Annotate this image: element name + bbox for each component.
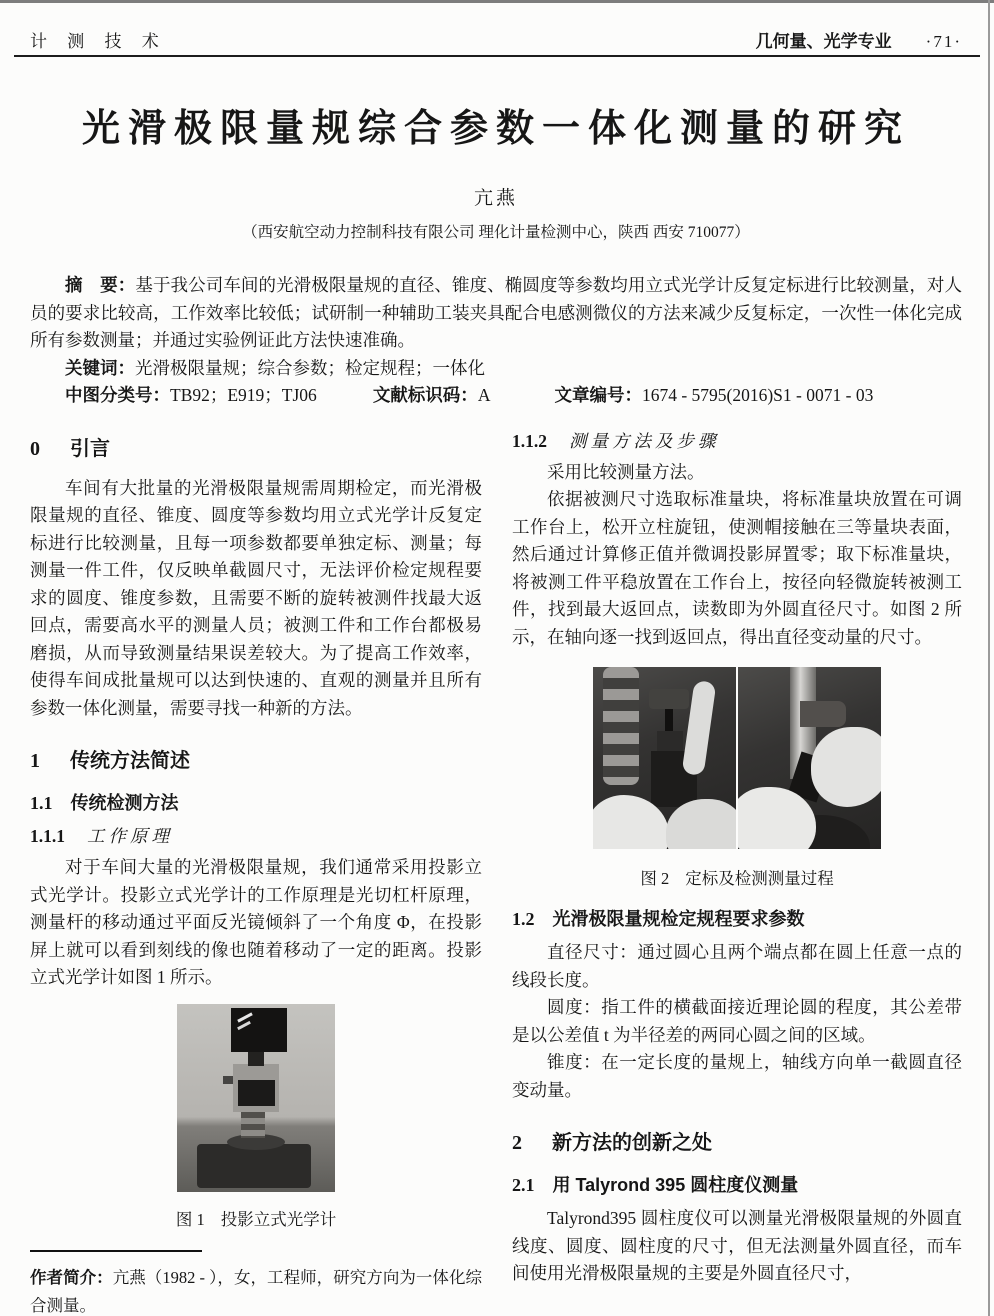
figure1-caption-label: 图 1 xyxy=(175,1209,205,1229)
left-column xyxy=(30,426,482,1316)
running-header xyxy=(30,0,962,52)
section-2-1-number: 2.1 xyxy=(512,1175,535,1195)
section-0-number: 0 xyxy=(30,437,40,460)
column-name: 几何量、光学专业 xyxy=(755,32,892,51)
section-1-2-number: 1.2 xyxy=(512,909,535,929)
clc-value: TB92；E919；TJ06 xyxy=(170,385,317,405)
two-column-body xyxy=(30,426,962,1316)
abstract-text: 基于我公司车间的光滑极限量规的直径、锥度、椭圆度等参数均用立式光学计反复定标进行比较测量，对人员的要求比较高，工作效率比较低；试研制一种辅助工装夹具配合电感测微仪的方法来减少反复标定，一次性一体化完成所有参数测量；并通过实验例证此方法快速准确。 xyxy=(30,275,963,350)
fig1-projection-screen xyxy=(238,1080,275,1106)
section-2-1-title: 用 Talyrond 395 圆柱度仪测量 xyxy=(552,1175,799,1195)
section-1-1-1-number: 1.1.1 xyxy=(30,826,65,846)
doc-code-label: 文献标识码： xyxy=(372,385,478,405)
section-0-heading xyxy=(30,432,482,461)
scan-edge-right xyxy=(988,0,990,1316)
figure2-caption xyxy=(512,865,962,889)
fig2-ribbed-column xyxy=(603,667,639,785)
abstract-paragraph xyxy=(30,272,962,355)
section-0-title: 引言 xyxy=(70,437,110,460)
author-affiliation: （西安航空动力控制科技有限公司 理化计量检测中心，陕西 西安 710077） xyxy=(242,224,750,241)
section-2-number: 2 xyxy=(512,1132,522,1154)
doc-code-value: A xyxy=(477,385,491,405)
article-title: 光滑极限量规综合参数一体化测量的研究 xyxy=(81,108,910,150)
section-1-1-2-paragraph-2: 依据被测尺寸选取标准量块，将标准量块放置在可调工作台上，松开立柱旋钮，使测帽接触在三等量块表面，然后通过计算修正值并微调投影屏置零；取下标准量块，将被测工件平稳放置在工作台上，按径向轻微旋转被测工件，找到最大返回点，读数即为外圆直径尺寸。如图 2 所示，在轴向逐一找到返回点，得出直径变动量的尺寸。 xyxy=(512,489,962,647)
section-1-1-1-title: 工作原理 xyxy=(87,826,173,846)
section-1-1-heading xyxy=(30,789,482,815)
keywords-label: 关键词： xyxy=(65,357,135,378)
section-1-2-paragraph-3: 锥度：在一定长度的量规上，轴线方向单一截圆直径变动量。 xyxy=(512,1052,962,1100)
figure2 xyxy=(593,667,881,849)
figure1 xyxy=(177,1004,335,1192)
fig1-neck xyxy=(248,1050,264,1066)
fig2-measuring-head xyxy=(649,689,689,709)
abstract-label: 摘 要： xyxy=(65,275,136,295)
fig2-clamp xyxy=(800,701,846,727)
article-id-value: 1674 - 5795(2016)S1 - 0071 - 03 xyxy=(641,385,874,405)
section-1-1-2-number: 1.1.2 xyxy=(512,430,547,451)
section-1-title: 传统方法简述 xyxy=(70,750,190,772)
section-2-heading xyxy=(512,1126,962,1155)
article-id-label: 文章编号： xyxy=(554,385,642,405)
figure2-photo-right xyxy=(738,667,881,849)
right-column xyxy=(512,426,962,1316)
section-2-1-heading xyxy=(512,1171,962,1197)
author-bio xyxy=(30,1264,482,1316)
section-1-1-2-title: 测量方法及步骤 xyxy=(569,430,720,451)
fig1-instrument-base xyxy=(197,1144,311,1188)
clc-label: 中图分类号： xyxy=(65,385,170,405)
author-name: 亢燕 xyxy=(473,188,518,209)
figure2-caption-text: 定标及检测测量过程 xyxy=(685,869,834,888)
section-1-2-paragraph-1: 直径尺寸：通过圆心且两个端点都在圆上任意一点的线段长度。 xyxy=(512,942,962,990)
figure2-photo-left xyxy=(593,667,736,849)
abstract-block xyxy=(30,272,962,410)
section-2-1-paragraph: Talyrond395 圆柱度仪可以测量光滑极限量规的外圆直线度、圆度、圆柱度的尺寸，但无法测量外圆直径，而车间使用光滑极限量规的主要是外圆直径尺寸， xyxy=(512,1208,962,1283)
section-1-2-heading xyxy=(512,905,962,931)
header-rule xyxy=(14,55,980,57)
author-bio-label: 作者简介： xyxy=(30,1268,113,1287)
figure2-caption-label: 图 2 xyxy=(640,869,670,888)
keywords-text: 光滑极限量规；综合参数；检定规程；一体化 xyxy=(135,357,485,378)
section-1-1-2-heading xyxy=(512,428,962,453)
figure1-caption-text: 投影立式光学计 xyxy=(220,1209,337,1229)
fig2-gauge-block-small xyxy=(657,731,683,751)
section-1-1-number: 1.1 xyxy=(30,793,53,813)
figure1-caption xyxy=(30,1206,482,1230)
section-1-1-title: 传统检测方法 xyxy=(70,793,179,813)
author-bio-text: 亢燕（1982 - ），女，工程师，研究方向为一体化综合测量。 xyxy=(30,1267,483,1315)
keywords-line xyxy=(30,355,962,383)
figure1-photo xyxy=(177,1004,335,1192)
journal-name: 计 测 技 术 xyxy=(30,32,167,51)
scan-edge-top xyxy=(0,0,994,3)
section-1-1-1-heading xyxy=(30,823,482,848)
section-1-number: 1 xyxy=(30,750,40,772)
fig2-glove-upper xyxy=(811,727,881,807)
section-1-2-title: 光滑极限量规检定规程要求参数 xyxy=(552,909,805,929)
section-1-2-paragraph-2: 圆度：指工件的横截面接近理论圆的程度，其公差带是以公差值 t 为半径差的两同心圆之间的区域。 xyxy=(512,997,962,1045)
section-1-heading xyxy=(30,744,482,773)
footnote-rule xyxy=(30,1250,202,1252)
section-1-1-2-paragraph-1: 采用比较测量方法。 xyxy=(547,461,705,482)
section-2-title: 新方法的创新之处 xyxy=(552,1132,712,1154)
section-1-1-1-paragraph: 对于车间大量的光滑极限量规，我们通常采用投影立式光学计。投影立式光学计的工作原理是光切杠杆原理，测量杆的移动通过平面反光镜倾斜了一个角度 Φ，在投影屏上就可以看到刻线的像也随着移动了一定的距离。投影立式光学计如图 1 所示。 xyxy=(30,857,482,987)
meta-line xyxy=(30,382,962,410)
header-right xyxy=(756,27,962,52)
page-number: ·71· xyxy=(925,32,962,51)
section-0-paragraph: 车间有大批量的光滑极限量规需周期检定，而光滑极限量规的直径、锥度、圆度等参数均用立式光学计反复定标进行比较测量，且每一项参数都要单独定标、测量；每测量一件工件，仅反映单截圆尺寸，无法评价检定规程要求的圆度、锥度参数，且需要不断的旋转被测件找最大返回点，需要高水平的测量人员；被测工件和工作台都极易磨损，从而导致测量结果误差较大。为了提高工作效率，使得车间成批量规可以达到快速的、直观的测量并且所有参数一体化测量，需要寻找一种新的方法。 xyxy=(30,477,482,718)
